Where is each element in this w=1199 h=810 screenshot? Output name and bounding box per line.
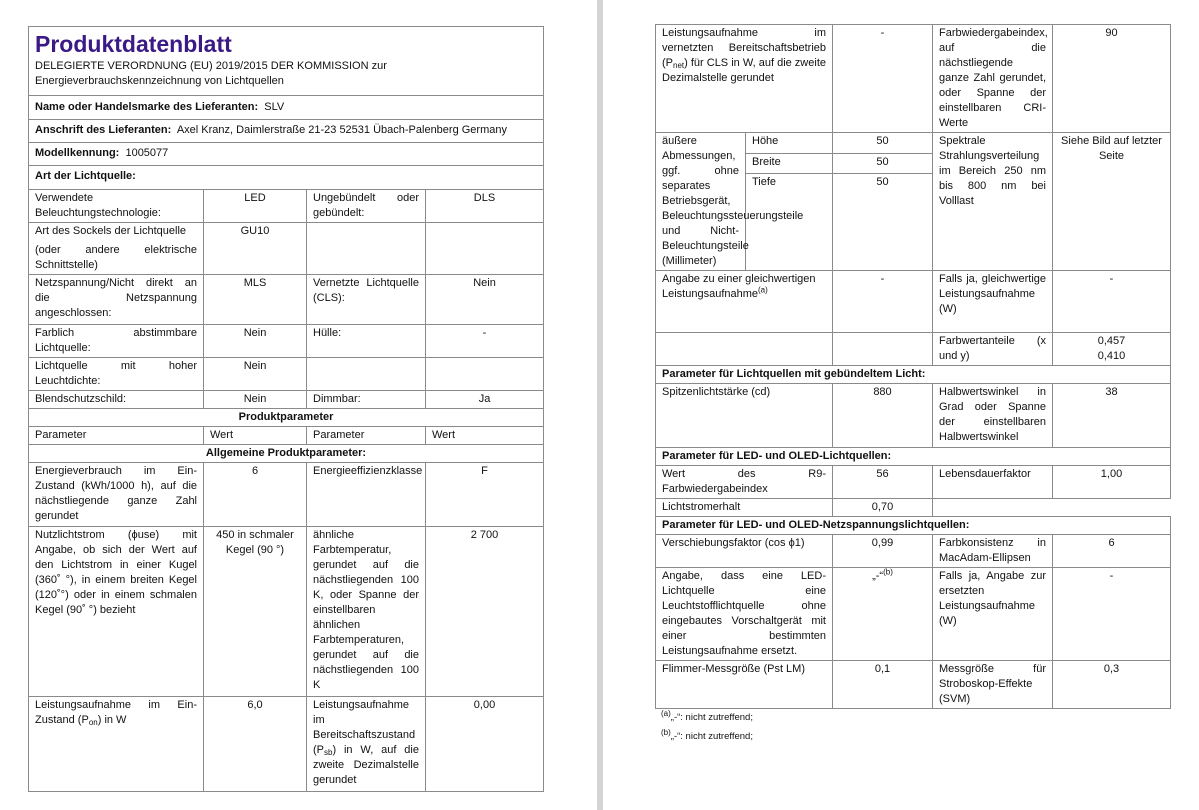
param-value: GU10: [204, 223, 307, 275]
label-text: Leistungsaufnahme im Bereitschaftszustand (P: [313, 699, 416, 756]
subscript: sb: [324, 748, 333, 757]
param-label: Netzspannung/Nicht direkt an die Netzspannung angeschlossen:: [29, 275, 204, 325]
table-row: [656, 499, 1171, 517]
param-value: 1,00: [1053, 466, 1171, 499]
param-label: Halbwertswinkel in Grad oder Spanne der einstellbaren Halbwertswinkel: [933, 384, 1053, 448]
table-row: [656, 333, 1171, 366]
footnote-a: [661, 708, 753, 724]
table-row: [29, 463, 544, 527]
param-label: Falls ja, Angabe zur ersetzten Leistungsaufnahme (W): [933, 568, 1053, 661]
footnote-mark: (a): [661, 708, 671, 718]
param-value: Nein: [426, 275, 544, 325]
param-label: Lichtquelle mit hoher Leuchtdichte:: [29, 358, 204, 391]
param-label: Blendschutzschild:: [29, 391, 204, 409]
label-text: ) in W: [97, 714, 127, 726]
column-header: Wert: [426, 427, 544, 445]
param-label: Verschiebungsfaktor (cos ϕ1): [656, 535, 833, 568]
param-value: 0,3: [1053, 661, 1171, 709]
param-value: 38: [1053, 384, 1171, 448]
param-label: [29, 697, 204, 792]
label-text: Leistungsaufnahme im vernetzten Bereitschaftsbetrieb (P: [662, 27, 826, 69]
model-label: Modellkennung:: [35, 147, 120, 159]
param-label: Lichtstromerhalt: [656, 499, 833, 517]
footnote-ref: (b): [883, 567, 893, 577]
param-value: Nein: [204, 358, 307, 391]
page-title: Produktdatenblatt: [35, 31, 232, 57]
footnote-mark: (b): [661, 727, 671, 737]
param-value: Siehe Bild auf letzter Seite: [1053, 133, 1171, 271]
supplier-name-row: [29, 96, 544, 120]
width-label: Breite: [746, 153, 833, 174]
table-row: [29, 325, 544, 358]
param-label: [307, 223, 426, 275]
param-value: DLS: [426, 190, 544, 223]
table-row: [656, 661, 1171, 709]
label-text: Angabe zu einer gleichwertigen Leistungsaufnahme: [662, 273, 816, 300]
subscript: on: [88, 718, 98, 727]
param-label: [307, 358, 426, 391]
param-label: Dimmbar:: [307, 391, 426, 409]
supplier-address-row: [29, 120, 544, 143]
product-parameters-heading: Produktparameter: [29, 409, 544, 427]
param-label: Ungebündelt oder gebündelt:: [307, 190, 426, 223]
regulation-line-1: DELEGIERTE VERORDNUNG (EU) 2019/2015 DER KOMMISSION zur: [35, 60, 387, 72]
param-value: [426, 358, 544, 391]
param-label-line: Art des Sockels der Lichtquelle: [35, 225, 187, 237]
param-value: -: [833, 25, 933, 133]
chroma-x: 0,457: [1097, 335, 1126, 347]
param-value: MLS: [204, 275, 307, 325]
param-value: Nein: [204, 325, 307, 358]
param-value: -: [426, 325, 544, 358]
param-label: ähnliche Farbtemperatur, gerundet auf die nächstliegenden 100 K, oder Spanne der einstellbaren ähnlichen Farbtemperaturen, gerundet auf die nächstliegenden 100 K: [307, 527, 426, 697]
column-header: Parameter: [307, 427, 426, 445]
label-text: ) in W, auf die zweite Dezimalstelle gerundet: [313, 744, 419, 786]
param-label: Flimmer-Messgröße (Pst LM): [656, 661, 833, 709]
label-text: Leistungsaufnahme im Ein-Zustand (P: [35, 699, 197, 726]
supplier-name-label: Name oder Handelsmarke des Lieferanten:: [35, 101, 259, 113]
supplier-address-label: Anschrift des Lieferanten:: [35, 124, 172, 136]
empty-cell: [933, 499, 1171, 517]
table-row: [656, 568, 1171, 661]
regulation-line-2: Energieverbrauchskennzeichnung von Lichtquellen: [35, 75, 284, 87]
param-label: Vernetzte Lichtquelle (CLS):: [307, 275, 426, 325]
param-value: -: [833, 271, 933, 333]
param-label: Messgröße für Stroboskop-Effekte (SVM): [933, 661, 1053, 709]
product-datasheet-table-right: [655, 24, 1171, 709]
width-value: 50: [833, 153, 933, 174]
page-1: [0, 0, 597, 810]
param-label: Verwendete Beleuchtungstechnologie:: [29, 190, 204, 223]
product-datasheet-table-left: [28, 26, 544, 792]
subscript: net: [673, 61, 685, 70]
param-value: Nein: [204, 391, 307, 409]
supplier-name: SLV: [264, 101, 285, 113]
param-value: 0,70: [833, 499, 933, 517]
table-row: [29, 223, 544, 275]
param-value: [833, 568, 933, 661]
empty-cell: [656, 333, 833, 366]
param-value: 90: [1053, 25, 1171, 133]
page-2: [603, 0, 1199, 810]
table-row: [656, 271, 1171, 333]
param-label: Falls ja, gleichwertige Leistungsaufnahme (W): [933, 271, 1053, 333]
empty-cell: [833, 333, 933, 366]
table-row: [656, 133, 1171, 154]
param-label: Wert des R9-Farbwiedergabeindex: [656, 466, 833, 499]
chroma-y: 0,410: [1097, 350, 1126, 362]
param-label: [656, 271, 833, 333]
param-value: 6: [204, 463, 307, 527]
param-value: 0,99: [833, 535, 933, 568]
table-row: [656, 384, 1171, 448]
column-header: Parameter: [29, 427, 204, 445]
directional-heading: Parameter für Lichtquellen mit gebündeltem Licht:: [656, 366, 1171, 384]
label-text: ) für CLS in W, auf die zweite Dezimalstelle gerundet: [662, 57, 826, 84]
param-label: Nutzlichtstrom (ϕuse) mit Angabe, ob sich der Wert auf den Lichtstrom in einer Kugel (360˚ °), in einem breiten Kegel (120˚°) oder in einem schmalen Kegel (90˚ °) bezieht: [29, 527, 204, 697]
model-row: [29, 143, 544, 166]
param-label: [307, 697, 426, 792]
param-value: F: [426, 463, 544, 527]
param-label: Farbwiedergabeindex, auf die nächstliegende ganze Zahl gerundet, oder Spanne der einstellbaren CRI-Werte: [933, 25, 1053, 133]
footnote-ref: (a): [758, 285, 768, 295]
height-label: Höhe: [746, 133, 833, 154]
param-label: Farblich abstimmbare Lichtquelle:: [29, 325, 204, 358]
table-row: [656, 466, 1171, 499]
param-value: 0,00: [426, 697, 544, 792]
param-value: Ja: [426, 391, 544, 409]
param-value: [1053, 333, 1171, 366]
param-label: Energieeffizienzklasse: [307, 463, 426, 527]
table-row: [29, 190, 544, 223]
footnote-b: [661, 727, 753, 743]
depth-value: 50: [833, 174, 933, 271]
height-value: 50: [833, 133, 933, 154]
param-value: -: [1053, 271, 1171, 333]
param-value: 880: [833, 384, 933, 448]
general-parameters-heading: Allgemeine Produktparameter:: [29, 445, 544, 463]
param-label-line: (oder andere elektrische Schnittstelle): [35, 244, 197, 271]
param-value: [426, 223, 544, 275]
param-value: 6: [1053, 535, 1171, 568]
header-cell: [29, 27, 544, 96]
param-label: Spektrale Strahlungsverteilung im Bereich 250 nm bis 800 nm bei Volllast: [933, 133, 1053, 271]
param-label: Spitzenlichtstärke (cd): [656, 384, 833, 448]
footnote-text: „-“: nicht zutreffend;: [670, 731, 753, 742]
param-value: 2 700: [426, 527, 544, 697]
param-label: Energieverbrauch im Ein-Zustand (kWh/1000 h), auf die nächstliegende ganze Zahl gerundet: [29, 463, 204, 527]
light-source-type-heading: Art der Lichtquelle:: [29, 166, 544, 190]
mains-heading: Parameter für LED- und OLED-Netzspannungslichtquellen:: [656, 517, 1171, 535]
param-value: -: [1053, 568, 1171, 661]
param-label: Angabe, dass eine LED-Lichtquelle eine Leuchtstofflichtquelle ohne eingebautes Vorschaltgerät mit einer bestimmten Leistungsaufnahme ersetzt.: [656, 568, 833, 661]
table-row: [656, 25, 1171, 133]
column-header-row: [29, 427, 544, 445]
param-label: [656, 25, 833, 133]
param-label: Hülle:: [307, 325, 426, 358]
led-heading: Parameter für LED- und OLED-Lichtquellen:: [656, 448, 1171, 466]
param-value: 56: [833, 466, 933, 499]
param-label: [29, 223, 204, 275]
param-label: Lebensdauerfaktor: [933, 466, 1053, 499]
value-text: „-“: [872, 570, 884, 582]
table-row: [29, 391, 544, 409]
table-row: [29, 358, 544, 391]
param-label: Farbkonsistenz in MacAdam-Ellipsen: [933, 535, 1053, 568]
param-value: LED: [204, 190, 307, 223]
table-row: [29, 527, 544, 697]
model-id: 1005077: [125, 147, 169, 159]
param-value: 450 in schmaler Kegel (90 °): [204, 527, 307, 697]
depth-label: Tiefe: [746, 174, 833, 271]
table-row: [656, 535, 1171, 568]
column-header: Wert: [204, 427, 307, 445]
footnote-text: „-“: nicht zutreffend;: [670, 712, 753, 723]
param-label: Farbwertanteile (x und y): [933, 333, 1053, 366]
dimensions-label: äußere Abmessungen, ggf. ohne separates Betriebsgerät, Beleuchtungssteuerungsteile und Nicht-Beleuchtungsteile (Millimeter): [656, 133, 746, 271]
table-row: [29, 697, 544, 792]
supplier-address: Axel Kranz, Daimlerstraße 21-23 52531 Übach-Palenberg Germany: [176, 124, 507, 136]
param-value: 0,1: [833, 661, 933, 709]
param-value: 6,0: [204, 697, 307, 792]
table-row: [29, 275, 544, 325]
